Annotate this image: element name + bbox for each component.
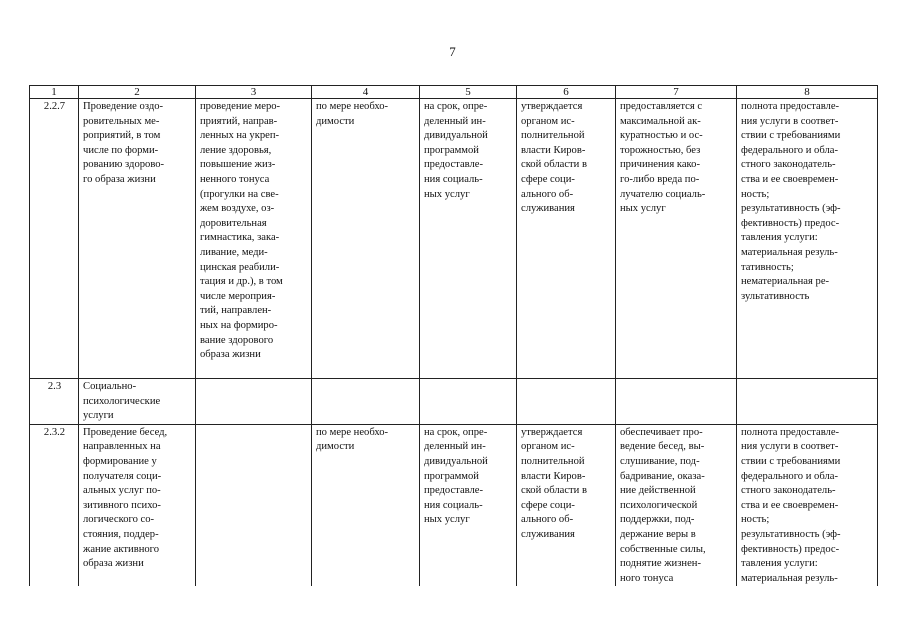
header-cell: 1 (30, 86, 79, 99)
page-number: 7 (449, 44, 456, 59)
service-quality-cell (737, 379, 878, 425)
service-standard-cell: утверждается органом ис- полнительной власти Киров- ской области в сфере соци- ального об- служивания (517, 99, 616, 379)
table-row (30, 379, 878, 425)
service-frequency-cell (312, 379, 420, 425)
service-term-cell (420, 379, 517, 425)
service-name-cell: Проведение оздо- ровительных ме- роприятий, в том числе по форми- рованию здорово- го образа жизни (79, 99, 196, 379)
service-name-cell: Социально- психологические услуги (79, 379, 196, 425)
service-term-cell: на срок, опре- деленный ин- дивидуальной программой предоставле- ния социаль- ных услуг (420, 99, 517, 379)
row-number-cell: 2.2.7 (30, 99, 79, 379)
service-frequency-cell: по мере необхо- димости (312, 99, 420, 379)
service-standard-cell: утверждается органом ис- полнительной власти Киров- ской области в сфере соци- ального об- служивания (517, 424, 616, 586)
service-description-cell (196, 379, 312, 425)
service-frequency-cell: по мере необхо- димости (312, 424, 420, 586)
header-cell: 7 (616, 86, 737, 99)
header-cell: 3 (196, 86, 312, 99)
header-row (30, 86, 878, 99)
service-quality-cell: полнота предоставле- ния услуги в соответ- ствии с требованиями федерального и обла- стного законодатель- ства и ее своевремен- ность; результативность (эф- фективность) предос- тавления услуги: материальная резуль- тативность; нематериальная ре- зультативность (737, 99, 878, 379)
header-cell: 6 (517, 86, 616, 99)
service-conditions-cell: предоставляется с максимальной ак- куратностью и ос- торожностью, без причинения како- го-либо вреда по- лучателю социаль- ных услуг (616, 99, 737, 379)
service-conditions-cell (616, 379, 737, 425)
header-cell: 2 (79, 86, 196, 99)
header-cell: 8 (737, 86, 878, 99)
service-description-cell: проведение меро- приятий, направ- ленных на укреп- ление здоровья, повышение жиз- ненного тонуса (прогулки на све- жем воздухе, оз- доровительная гимнастика, зака- ливание, меди- цинская реабили- тация и др.), в том числе мероприя- тий, направлен- ных на формиро- вание здорового образа жизни (196, 99, 312, 379)
row-number-cell: 2.3 (30, 379, 79, 425)
service-standard-cell (517, 379, 616, 425)
header-cell: 4 (312, 86, 420, 99)
service-term-cell: на срок, опре- деленный ин- дивидуальной программой предоставле- ния социаль- ных услуг (420, 424, 517, 586)
header-cell: 5 (420, 86, 517, 99)
table-row (30, 424, 878, 586)
service-description-cell (196, 424, 312, 586)
service-quality-cell: полнота предоставле- ния услуги в соответ- ствии с требованиями федерального и обла- стного законодатель- ства и ее своевремен- ность; результативность (эф- фективность) предос- тавления услуги: материальная резуль- (737, 424, 878, 586)
service-name-cell: Проведение бесед, направленных на формирование у получателя соци- альных услуг по- зитивного психо- логического со- стояния, поддер- жание активного образа жизни (79, 424, 196, 586)
service-conditions-cell: обеспечивает про- ведение бесед, вы- слушивание, под- бадривание, оказа- ние действенной психологической поддержки, под- держание веры в собственные силы, поднятие жизнен- ного тонуса (616, 424, 737, 586)
services-table (29, 85, 878, 586)
row-number-cell: 2.3.2 (30, 424, 79, 586)
table-row (30, 99, 878, 379)
